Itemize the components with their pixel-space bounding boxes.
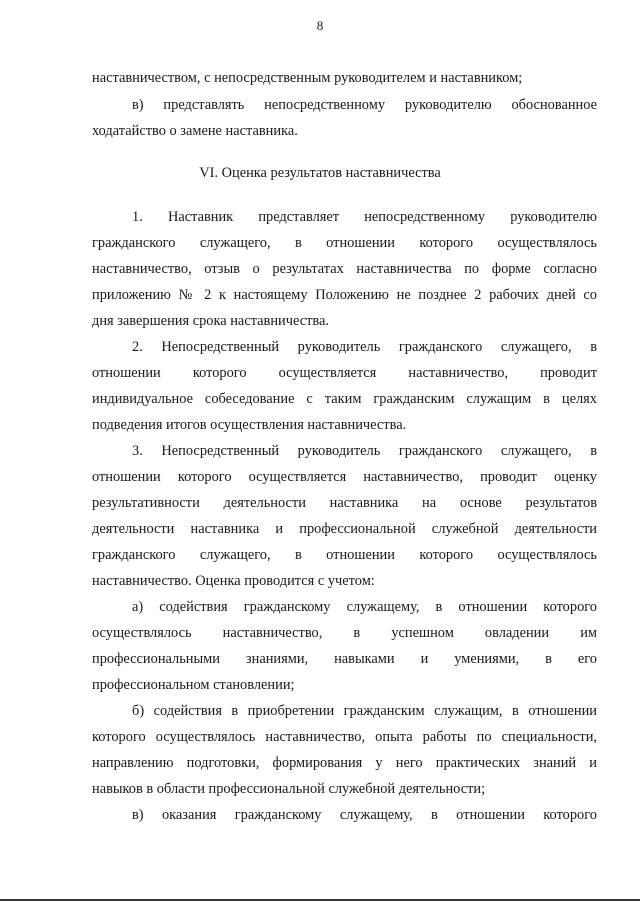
text-line: профессиональном становлении;	[92, 677, 295, 693]
page-number: 8	[316, 18, 324, 33]
text-line: наставничеством, с непосредственным руководителем и наставником;	[92, 70, 523, 86]
text-line: наставничество. Оценка проводится с учетом:	[92, 573, 375, 589]
text-line: гражданского служащего, в отношении которого осуществлялось	[92, 235, 597, 251]
section-title: VI. Оценка результатов наставничества	[199, 165, 441, 181]
text-line: дня завершения срока наставничества.	[92, 313, 330, 329]
text-line: в) представлять непосредственному руководителю обоснованное	[132, 97, 597, 113]
text-line: приложению № 2 к настоящему Положению не позднее 2 рабочих дней со	[92, 287, 597, 303]
text-line: профессиональными знаниями, навыками и умениями, в его	[92, 651, 597, 667]
text-line: наставничество, отзыв о результатах наставничества по форме согласно	[92, 261, 597, 277]
text-line: осуществлялось наставничество, в успешном овладении им	[92, 625, 597, 641]
text-line: ходатайство о замене наставника.	[92, 123, 298, 139]
text-line: 1. Наставник представляет непосредственному руководителю	[132, 209, 597, 225]
text-line: отношении которого осуществляется наставничество, проводит оценку	[92, 469, 597, 485]
text-line: 2. Непосредственный руководитель гражданского служащего, в	[132, 339, 597, 355]
text-line: б) содействия в приобретении гражданским служащим, в отношении	[132, 703, 597, 719]
text-line: отношении которого осуществляется наставничество, проводит	[92, 365, 597, 381]
text-line: деятельности наставника и профессиональной служебной деятельности	[92, 521, 597, 537]
text-line: которого осуществлялось наставничество, опыта работы по специальности,	[92, 729, 597, 745]
text-line: направлению подготовки, формирования у него практических знаний и	[92, 755, 597, 771]
text-line: индивидуальное собеседование с таким гражданским служащим в целях	[92, 391, 597, 407]
text-line: гражданского служащего, в отношении которого осуществлялось	[92, 547, 597, 563]
text-line: а) содействия гражданскому служащему, в отношении которого	[132, 599, 597, 615]
text-line: подведения итогов осуществления наставничества.	[92, 417, 407, 433]
text-line: в) оказания гражданскому служащему, в отношении которого	[132, 807, 597, 823]
page-bottom-edge	[0, 899, 640, 901]
text-line: 3. Непосредственный руководитель гражданского служащего, в	[132, 443, 597, 459]
text-line: навыков в области профессиональной служебной деятельности;	[92, 781, 486, 797]
text-line: результативности деятельности наставника на основе результатов	[92, 495, 597, 511]
